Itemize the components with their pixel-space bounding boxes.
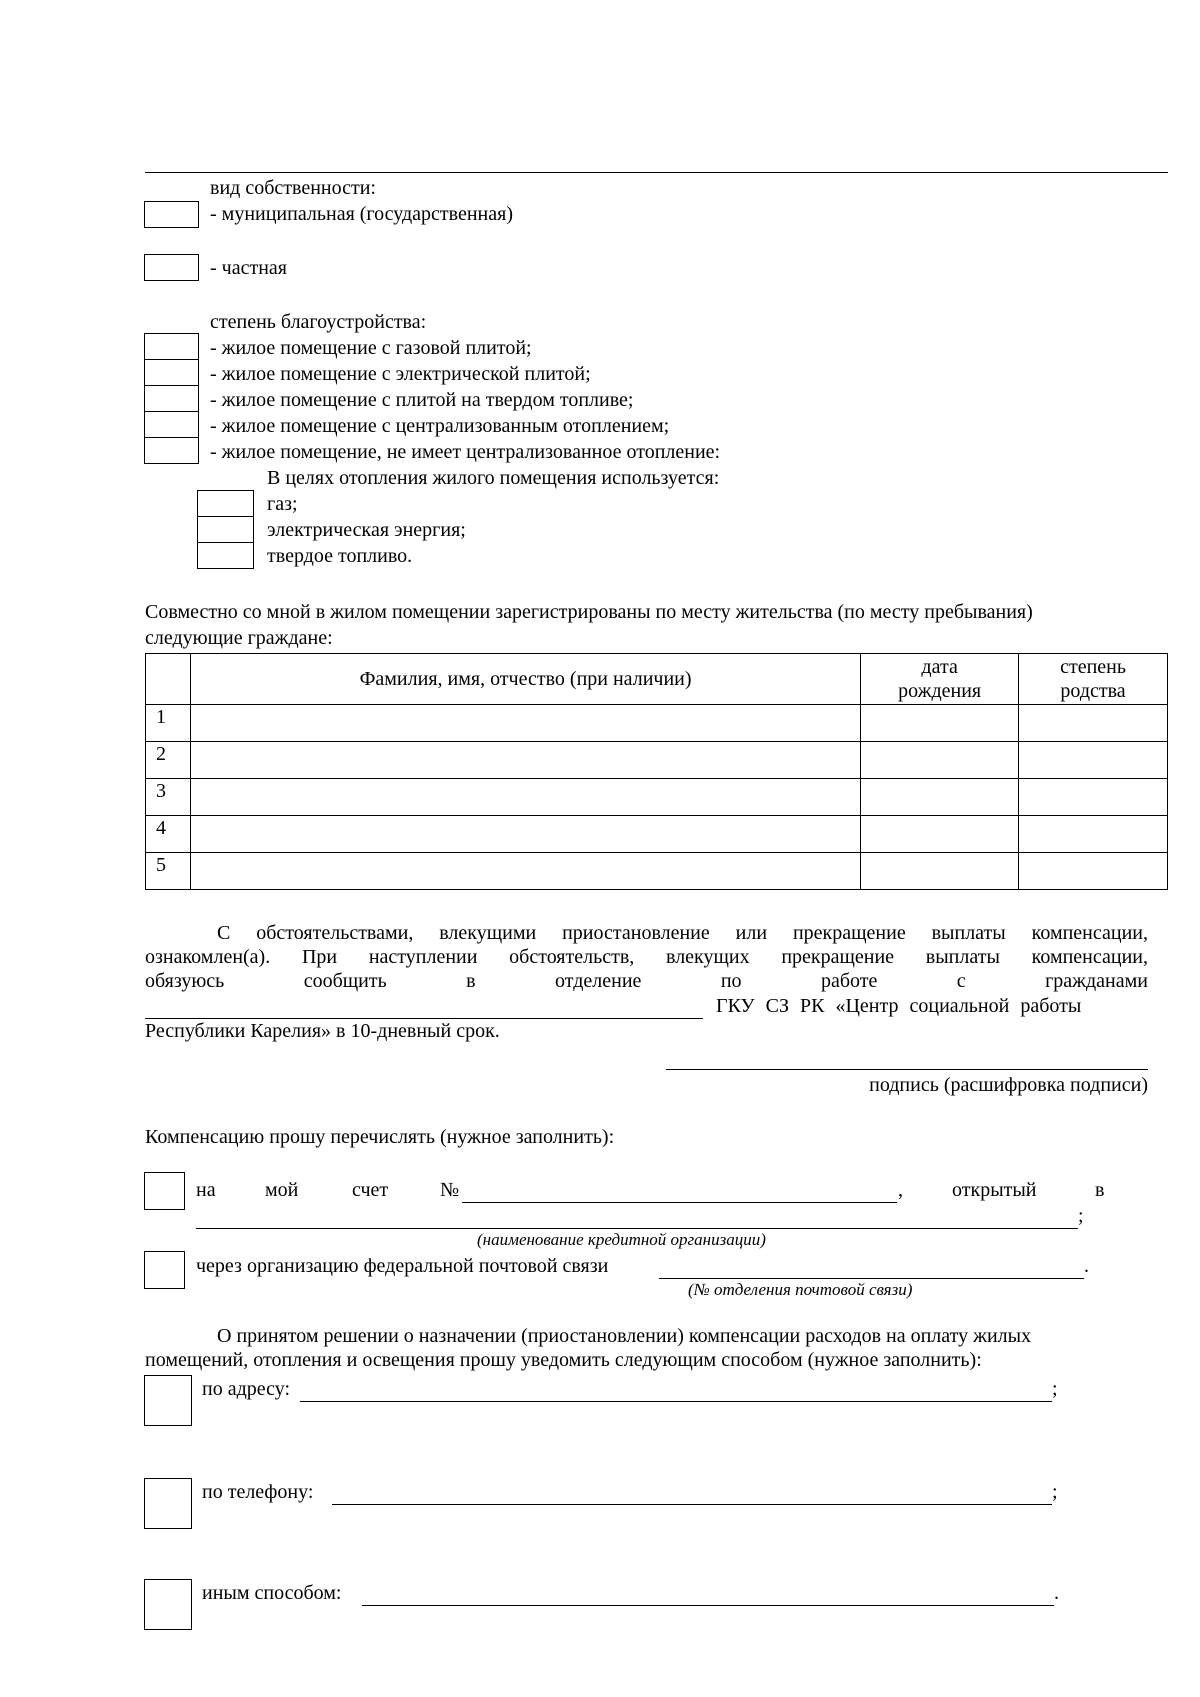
signature-caption: подпись (расшифровка подписи)	[869, 1074, 1148, 1096]
cell-birth[interactable]	[861, 742, 1019, 779]
residents-table	[145, 653, 1168, 890]
checkbox-post-office[interactable]	[144, 1251, 185, 1289]
table-row	[146, 853, 1168, 890]
residents-intro-2: следующие граждане:	[145, 627, 333, 649]
account-number-sign: №	[440, 1179, 460, 1201]
header-birth-2: рождения	[898, 680, 982, 702]
row-number: 4	[146, 816, 191, 853]
cell-relation[interactable]	[1019, 742, 1168, 779]
header-birth	[861, 654, 1019, 705]
cell-birth[interactable]	[861, 705, 1019, 742]
phone-end: ;	[1052, 1481, 1058, 1503]
row-number: 3	[146, 779, 191, 816]
heating-solid: твердое топливо.	[267, 545, 413, 567]
address-end: ;	[1052, 1378, 1058, 1400]
table-row	[146, 705, 1168, 742]
header-birth-1: дата	[921, 656, 958, 678]
top-rule	[145, 172, 1168, 173]
cell-name[interactable]	[190, 853, 860, 890]
account-word-opened: открытый	[952, 1179, 1037, 1201]
account-word-my: мой	[265, 1179, 299, 1201]
phone-label: по телефону:	[202, 1481, 314, 1503]
table-row	[146, 779, 1168, 816]
cell-relation[interactable]	[1019, 816, 1168, 853]
option-no-central-heating: - жилое помещение, не имеет централизованное отопление:	[210, 441, 721, 463]
table-row	[146, 816, 1168, 853]
checkbox-heating-solid[interactable]	[197, 542, 254, 569]
header-relation-2: родства	[1060, 680, 1126, 702]
account-number-line[interactable]	[462, 1202, 897, 1203]
ownership-heading: вид собственности:	[210, 177, 376, 199]
obligation-line-2: ознакомлен(а). При наступлении обстоятельств, влекущих прекращение выплаты компенсации,	[145, 946, 1148, 968]
option-solid-fuel-stove: - жилое помещение с плитой на твердом топливе;	[210, 389, 634, 411]
address-label: по адресу:	[202, 1378, 291, 1400]
row-number: 2	[146, 742, 191, 779]
address-line[interactable]	[300, 1401, 1052, 1402]
residents-intro-1: Совместно со мной в жилом помещении зарегистрированы по месту жительства (по месту пребывания)	[145, 601, 1033, 623]
cell-name[interactable]	[190, 779, 860, 816]
notify-line-2: помещений, отопления и освещения прошу уведомить следующим способом (нужное заполнить):	[145, 1349, 982, 1371]
heating-heading: В целях отопления жилого помещения используется:	[267, 467, 720, 489]
phone-line[interactable]	[332, 1504, 1052, 1505]
checkbox-bank-account[interactable]	[144, 1172, 185, 1210]
option-municipal: - муниципальная (государственная)	[210, 203, 513, 225]
row-number: 5	[146, 853, 191, 890]
option-private: - частная	[210, 257, 287, 279]
heating-electric: электрическая энергия;	[267, 519, 466, 541]
signature-line[interactable]	[666, 1069, 1148, 1070]
account-word-v: в	[1095, 1179, 1105, 1201]
other-line[interactable]	[362, 1605, 1054, 1606]
other-end: .	[1054, 1582, 1059, 1604]
checkbox-solid-fuel-stove[interactable]	[144, 385, 199, 412]
obligation-line-3: обязуюсь сообщить в отделение по работе с гражданами	[145, 970, 1148, 992]
table-header	[146, 654, 1168, 705]
checkbox-notify-other[interactable]	[144, 1579, 192, 1630]
cell-birth[interactable]	[861, 779, 1019, 816]
cell-relation[interactable]	[1019, 853, 1168, 890]
account-comma: ,	[898, 1179, 903, 1201]
account-word-schet: счет	[352, 1179, 389, 1201]
obligation-line-5: Республики Карелия» в 10-дневный срок.	[145, 1020, 500, 1042]
obligation-line-4: ГКУ СЗ РК «Центр социальной работы	[716, 995, 1082, 1017]
heating-gas: газ;	[267, 493, 298, 515]
option-electric-stove: - жилое помещение с электрической плитой;	[210, 363, 591, 385]
amenities-heading: степень благоустройства:	[210, 311, 427, 333]
checkbox-central-heating[interactable]	[144, 411, 199, 438]
cell-name[interactable]	[190, 816, 860, 853]
header-relation-1: степень	[1060, 656, 1126, 678]
notify-line-1: О принятом решении о назначении (приостановлении) компенсации расходов на оплату жилых	[217, 1325, 1032, 1347]
post-caption: (№ отделения почтовой связи)	[688, 1280, 913, 1299]
header-relation	[1019, 654, 1168, 705]
cell-relation[interactable]	[1019, 779, 1168, 816]
cell-name[interactable]	[190, 742, 860, 779]
bank-caption: (наименование кредитной организации)	[477, 1230, 766, 1249]
checkbox-notify-phone[interactable]	[144, 1478, 192, 1529]
option-gas-stove: - жилое помещение с газовой плитой;	[210, 337, 532, 359]
checkbox-municipal[interactable]	[144, 201, 199, 228]
payment-heading: Компенсацию прошу перечислять (нужное заполнить):	[145, 1126, 615, 1148]
table-row	[146, 742, 1168, 779]
checkbox-gas-stove[interactable]	[144, 333, 199, 360]
cell-birth[interactable]	[861, 853, 1019, 890]
post-label: через организацию федеральной почтовой связи	[196, 1255, 609, 1277]
checkbox-electric-stove[interactable]	[144, 359, 199, 386]
checkbox-private[interactable]	[144, 254, 199, 281]
cell-birth[interactable]	[861, 816, 1019, 853]
checkbox-heating-gas[interactable]	[197, 490, 254, 517]
row-number: 1	[146, 705, 191, 742]
bank-line-end: ;	[1078, 1205, 1084, 1227]
checkbox-no-central-heating[interactable]	[144, 437, 199, 464]
checkbox-notify-address[interactable]	[144, 1375, 192, 1426]
account-word-na: на	[196, 1179, 216, 1201]
header-num	[146, 654, 191, 705]
cell-relation[interactable]	[1019, 705, 1168, 742]
checkbox-heating-electric[interactable]	[197, 516, 254, 543]
header-name: Фамилия, имя, отчество (при наличии)	[190, 654, 860, 705]
option-central-heating: - жилое помещение с централизованным отоплением;	[210, 415, 670, 437]
other-label: иным способом:	[202, 1582, 342, 1604]
post-line-end: .	[1084, 1255, 1089, 1277]
obligation-line-1: С обстоятельствами, влекущими приостановление или прекращение выплаты компенсации,	[217, 922, 1148, 944]
cell-name[interactable]	[190, 705, 860, 742]
